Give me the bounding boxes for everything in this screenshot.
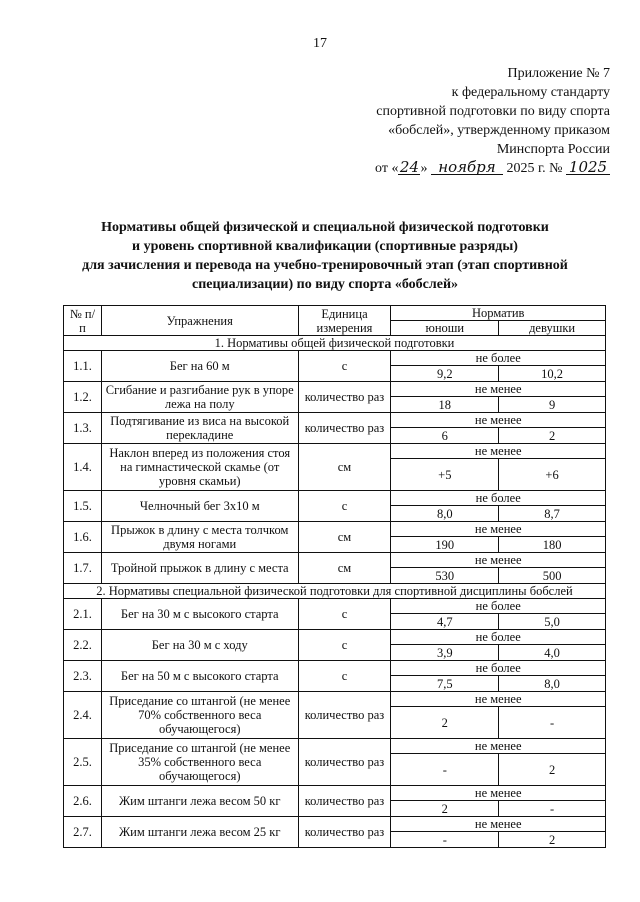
measure-unit: см <box>298 522 391 553</box>
measure-unit: количество раз <box>298 739 391 786</box>
girls-value: 180 <box>499 537 606 553</box>
table-row <box>64 786 606 801</box>
norm-condition: не менее <box>391 444 606 459</box>
girls-value: 2 <box>499 428 606 444</box>
row-number: 1.7. <box>64 553 102 584</box>
exercise-name: Бег на 60 м <box>101 351 298 382</box>
boys-value: - <box>391 754 499 786</box>
measure-unit: с <box>298 661 391 692</box>
exercise-name: Бег на 30 м с ходу <box>101 630 298 661</box>
table-row <box>64 444 606 459</box>
table-row <box>64 817 606 832</box>
header-boys: юноши <box>391 321 499 336</box>
order-month: ноября <box>431 160 503 175</box>
exercise-name: Бег на 50 м с высокого старта <box>101 661 298 692</box>
table-row <box>64 599 606 614</box>
boys-value: 7,5 <box>391 676 499 692</box>
section-row <box>64 584 606 599</box>
measure-unit: с <box>298 599 391 630</box>
appendix-line: Минспорта России <box>496 142 610 157</box>
header-num: № п/п <box>64 306 102 336</box>
title-line: для зачисления и перевода на учебно-тренировочный этап (этап спортивной <box>82 258 568 273</box>
norm-condition: не менее <box>391 692 606 707</box>
appendix-line: спортивной подготовки по виду спорта <box>376 104 610 119</box>
norm-condition: не более <box>391 491 606 506</box>
title-line: и уровень спортивной квалификации (спортивные разряды) <box>132 239 518 254</box>
boys-value: 190 <box>391 537 499 553</box>
exercise-name: Приседание со штангой (не менее 35% собственного веса обучающегося) <box>101 739 298 786</box>
norm-condition: не менее <box>391 553 606 568</box>
section-title: 1. Нормативы общей физической подготовки <box>64 336 606 351</box>
row-number: 2.6. <box>64 786 102 817</box>
appendix-line: к федеральному стандарту <box>451 85 610 100</box>
row-number: 2.4. <box>64 692 102 739</box>
norm-condition: не менее <box>391 786 606 801</box>
boys-value: 18 <box>391 397 499 413</box>
table-row <box>64 661 606 676</box>
header-unit: Единица измерения <box>298 306 391 336</box>
girls-value: - <box>499 801 606 817</box>
measure-unit: количество раз <box>298 413 391 444</box>
girls-value: 5,0 <box>499 614 606 630</box>
girls-value: 9 <box>499 397 606 413</box>
measure-unit: см <box>298 553 391 584</box>
girls-value: +6 <box>499 459 606 491</box>
row-number: 1.5. <box>64 491 102 522</box>
norm-condition: не более <box>391 599 606 614</box>
table-row <box>64 692 606 707</box>
table-row <box>64 351 606 366</box>
order-day: 24 <box>399 158 420 176</box>
section-title: 2. Нормативы специальной физической подготовки для спортивной дисциплины бобслей <box>64 584 606 599</box>
girls-value: 8,7 <box>499 506 606 522</box>
measure-unit: см <box>298 444 391 491</box>
appendix-line: «бобслей», утвержденному приказом <box>388 123 610 138</box>
table-row <box>64 382 606 397</box>
girls-value: 500 <box>499 568 606 584</box>
day-suffix: » <box>420 161 428 176</box>
document-title <box>40 218 610 294</box>
date-prefix: от « <box>375 161 399 176</box>
header-girls: девушки <box>499 321 606 336</box>
exercise-name: Сгибание и разгибание рук в упоре лежа на полу <box>101 382 298 413</box>
appendix-line: Приложение № 7 <box>507 66 610 81</box>
row-number: 2.5. <box>64 739 102 786</box>
order-year-text: 2025 г. № <box>506 161 563 176</box>
section-row <box>64 336 606 351</box>
norm-condition: не менее <box>391 522 606 537</box>
boys-value: 3,9 <box>391 645 499 661</box>
measure-unit: количество раз <box>298 786 391 817</box>
exercise-name: Жим штанги лежа весом 50 кг <box>101 786 298 817</box>
norm-condition: не более <box>391 351 606 366</box>
girls-value: 2 <box>499 832 606 848</box>
girls-value: 4,0 <box>499 645 606 661</box>
header-exercise: Упражнения <box>101 306 298 336</box>
exercise-name: Подтягивание из виса на высокой перекладине <box>101 413 298 444</box>
norm-condition: не более <box>391 661 606 676</box>
exercise-name: Тройной прыжок в длину с места <box>101 553 298 584</box>
table-row <box>64 413 606 428</box>
row-number: 1.3. <box>64 413 102 444</box>
measure-unit: количество раз <box>298 692 391 739</box>
row-number: 2.7. <box>64 817 102 848</box>
boys-value: 8,0 <box>391 506 499 522</box>
row-number: 1.6. <box>64 522 102 553</box>
measure-unit: с <box>298 630 391 661</box>
table-row <box>64 522 606 537</box>
girls-value: - <box>499 707 606 739</box>
boys-value: - <box>391 832 499 848</box>
header-norm: Норматив <box>391 306 606 321</box>
order-date-line <box>310 159 610 178</box>
boys-value: 530 <box>391 568 499 584</box>
exercise-name: Жим штанги лежа весом 25 кг <box>101 817 298 848</box>
exercise-name: Челночный бег 3х10 м <box>101 491 298 522</box>
table-row <box>64 630 606 645</box>
appendix-header <box>310 64 610 178</box>
row-number: 2.1. <box>64 599 102 630</box>
exercise-name: Приседание со штангой (не менее 70% собственного веса обучающегося) <box>101 692 298 739</box>
table-row <box>64 553 606 568</box>
boys-value: 2 <box>391 707 499 739</box>
boys-value: 4,7 <box>391 614 499 630</box>
page-number: 17 <box>313 36 327 51</box>
standards-table <box>63 305 606 848</box>
girls-value: 10,2 <box>499 366 606 382</box>
row-number: 2.2. <box>64 630 102 661</box>
norm-condition: не менее <box>391 382 606 397</box>
order-number: 1025 <box>566 160 610 175</box>
boys-value: 2 <box>391 801 499 817</box>
exercise-name: Наклон вперед из положения стоя на гимнастической скамье (от уровня скамьи) <box>101 444 298 491</box>
row-number: 2.3. <box>64 661 102 692</box>
boys-value: 6 <box>391 428 499 444</box>
norm-condition: не менее <box>391 817 606 832</box>
norm-condition: не менее <box>391 739 606 754</box>
girls-value: 2 <box>499 754 606 786</box>
row-number: 1.2. <box>64 382 102 413</box>
measure-unit: с <box>298 351 391 382</box>
measure-unit: с <box>298 491 391 522</box>
title-line: специализации) по виду спорта «бобслей» <box>191 277 459 292</box>
measure-unit: количество раз <box>298 382 391 413</box>
boys-value: 9,2 <box>391 366 499 382</box>
norm-condition: не менее <box>391 413 606 428</box>
boys-value: +5 <box>391 459 499 491</box>
title-line: Нормативы общей физической и специальной физической подготовки <box>101 220 549 235</box>
table-row <box>64 491 606 506</box>
norm-condition: не более <box>391 630 606 645</box>
table-row <box>64 739 606 754</box>
girls-value: 8,0 <box>499 676 606 692</box>
row-number: 1.1. <box>64 351 102 382</box>
measure-unit: количество раз <box>298 817 391 848</box>
row-number: 1.4. <box>64 444 102 491</box>
exercise-name: Бег на 30 м с высокого старта <box>101 599 298 630</box>
exercise-name: Прыжок в длину с места толчком двумя ногами <box>101 522 298 553</box>
